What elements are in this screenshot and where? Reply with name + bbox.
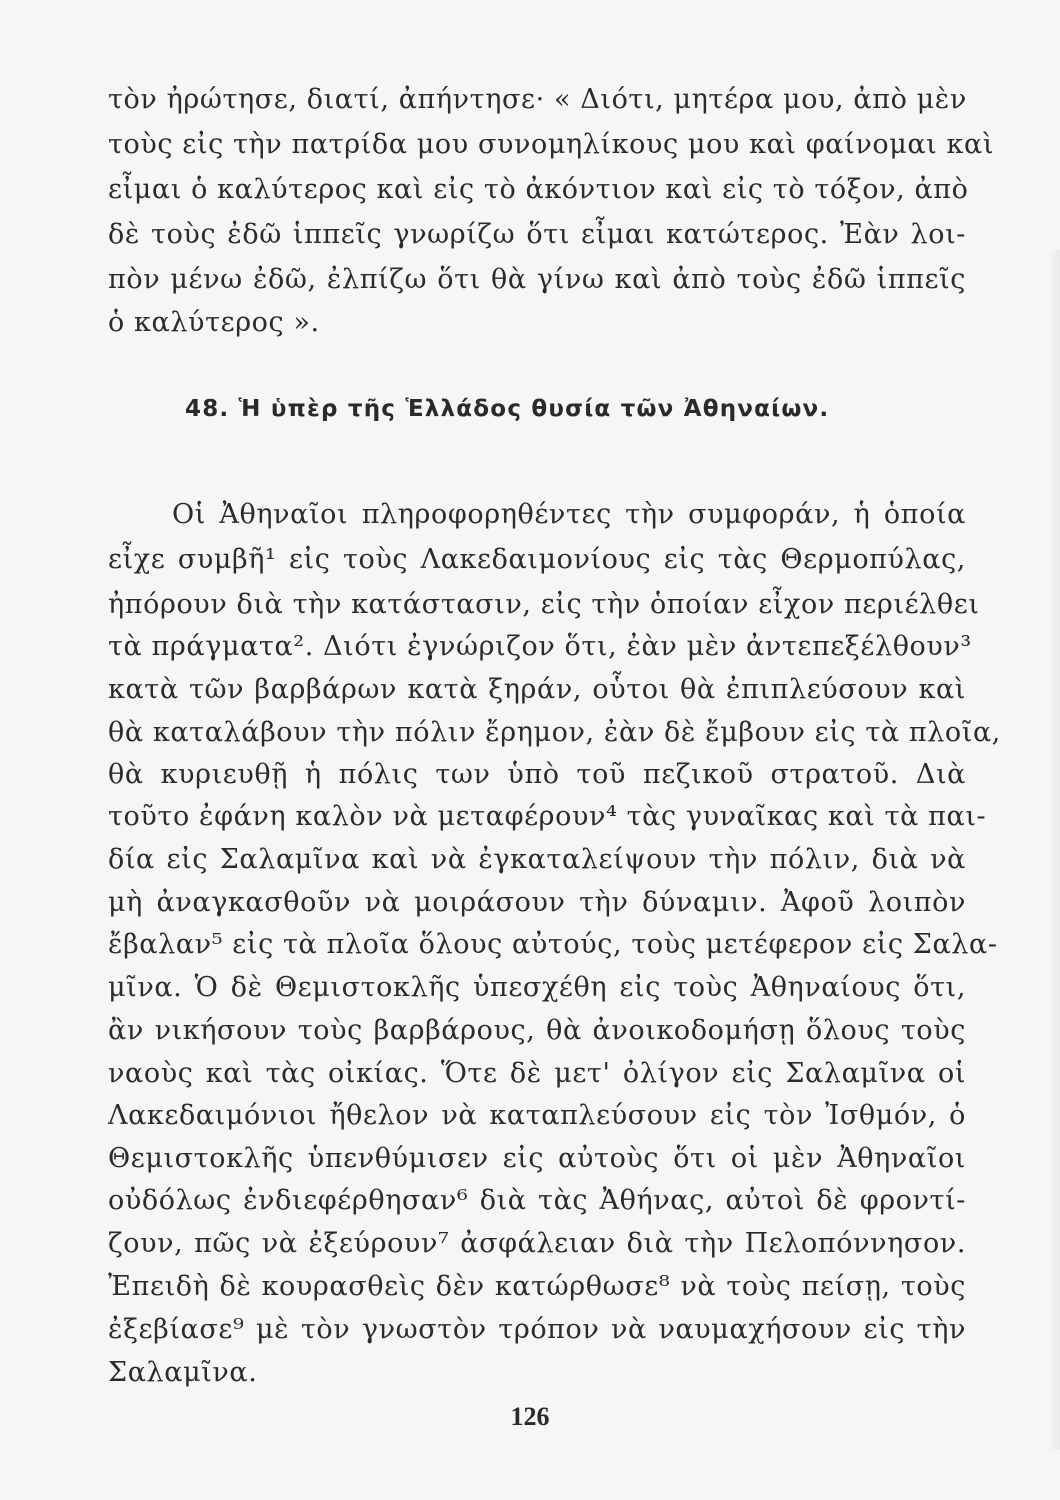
text-line: οὐδόλως ἐνδιεφέρθησαν⁶ διὰ τὰς Ἀθήνας, αὐτοὶ δὲ φροντί- [108,1185,966,1216]
text-line: κατὰ τῶν βαρβάρων κατὰ ξηράν, οὗτοι θὰ ἐπιπλεύσουν καὶ [108,674,966,705]
text-line: Θεμιστοκλῆς ὑπενθύμισεν εἰς αὐτοὺς ὅτι οἱ μὲν Ἀθηναῖοι [108,1143,966,1174]
text-line: τὰ πράγματα². Διότι ἐγνώριζον ὅτι, ἐὰν μὲν ἀντεπεξέλθουν³ [108,631,972,662]
text-line: θὰ κυριευθῇ ἡ πόλις των ὑπὸ τοῦ πεζικοῦ στρατοῦ. Διὰ [108,759,966,790]
text-line: ἂν νικήσουν τοὺς βαρβάρους, θὰ ἀνοικοδομήσῃ ὅλους τοὺς [108,1015,966,1046]
text-line: δία εἰς Σαλαμῖνα καὶ νὰ ἐγκαταλείψουν τὴν πόλιν, διὰ νὰ [108,844,966,875]
page-edge-shadow [1048,250,1060,1450]
text-line: εἶχε συμβῆ¹ εἰς τοὺς Λακεδαιμονίους εἰς τὰς Θερμοπύλας, [108,544,966,575]
text-line: ναοὺς καὶ τὰς οἰκίας. Ὅτε δὲ μετ' ὀλίγον εἰς Σαλαμῖνα οἱ [108,1058,966,1089]
text-line: θὰ καταλάβουν τὴν πόλιν ἔρημον, ἐὰν δὲ ἔμβουν εἰς τὰ πλοῖα, [108,717,1001,748]
text-line: μὴ ἀναγκασθοῦν νὰ μοιράσουν τὴν δύναμιν. Ἀφοῦ λοιπὸν [108,887,966,918]
text-line: ἔβαλαν⁵ εἰς τὰ πλοῖα ὅλους αὐτούς, τοὺς μετέφερον εἰς Σαλα- [108,929,998,960]
text-line: τοῦτο ἐφάνη καλὸν νὰ μεταφέρουν⁴ τὰς γυναῖκας καὶ τὰ παι- [108,801,987,832]
text-line: ἠπόρουν διὰ τὴν κατάστασιν, εἰς τὴν ὁποίαν εἶχον περιέλθει [108,589,980,620]
text-line: ἐξεβίασε⁹ μὲ τὸν γνωστὸν τρόπον νὰ ναυμαχήσουν εἰς τὴν [108,1314,966,1345]
section-heading: 48. Ἡ ὑπὲρ τῆς Ἑλλάδος θυσία τῶν Ἀθηναίων. [185,396,830,422]
text-line: Ἐπειδὴ δὲ κουρασθεὶς δὲν κατώρθωσε⁸ νὰ τοὺς πείσῃ, τοὺς [108,1271,966,1302]
text-line: Σαλαμῖνα. [108,1357,258,1388]
text-line: Λακεδαιμόνιοι ἤθελον νὰ καταπλεύσουν εἰς τὸν Ἰσθμόν, ὁ [108,1100,966,1131]
text-line: εἶμαι ὁ καλύτερος καὶ εἰς τὸ ἀκόντιον καὶ εἰς τὸ τόξον, ἀπὸ [108,174,969,205]
text-line: δὲ τοὺς ἐδῶ ἱππεῖς γνωρίζω ὅτι εἶμαι κατώτερος. Ἐὰν λοι- [108,219,966,250]
page-number: 126 [510,1402,550,1431]
text-line: ζουν, πῶς νὰ ἐξεύρουν⁷ ἀσφάλειαν διὰ τὴν Πελοπόννησον. [108,1228,966,1259]
text-line: τοὺς εἰς τὴν πατρίδα μου συνομηλίκους μου καὶ φαίνομαι καὶ [108,129,995,160]
text-line: Οἱ Ἀθηναῖοι πληροφορηθέντες τὴν συμφοράν, ἡ ὁποία [172,499,966,530]
text-line: τὸν ἠρώτησε, διατί, ἀπήντησε· « Διότι, μητέρα μου, ἀπὸ μὲν [108,84,967,115]
text-line: ὁ καλύτερος ». [108,307,320,338]
text-line: μῖνα. Ὁ δὲ Θεμιστοκλῆς ὑπεσχέθη εἰς τοὺς Ἀθηναίους ὅτι, [108,972,966,1003]
text-line: πὸν μένω ἐδῶ, ἐλπίζω ὅτι θὰ γίνω καὶ ἀπὸ τοὺς ἐδῶ ἱππεῖς [108,264,966,295]
